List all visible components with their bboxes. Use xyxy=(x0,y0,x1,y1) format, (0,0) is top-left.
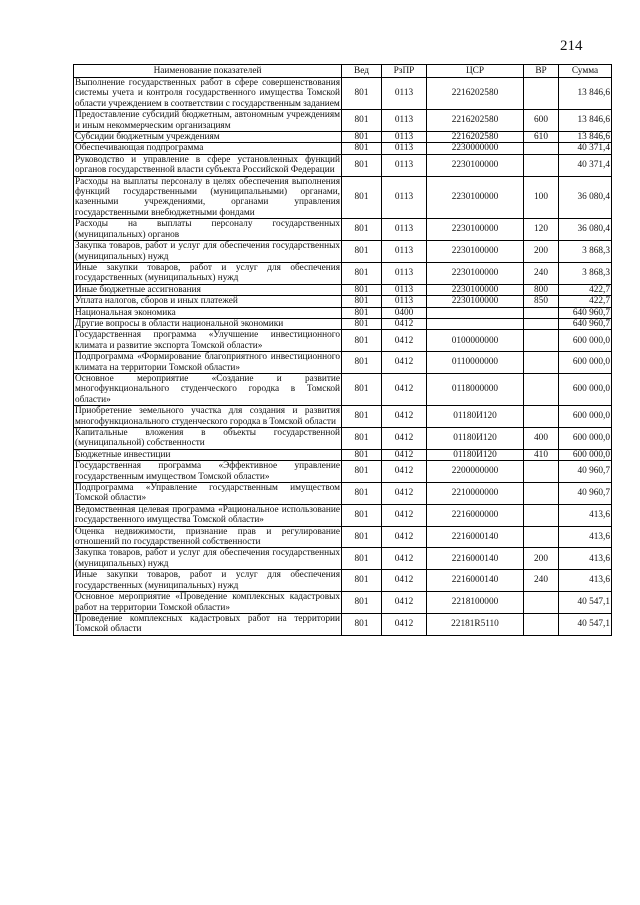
cell-sum: 36 080,4 xyxy=(559,176,612,219)
cell-sum: 13 846,6 xyxy=(559,110,612,132)
cell-csr: 2230000000 xyxy=(427,143,524,154)
cell-rzpr: 0412 xyxy=(382,592,427,614)
cell-rzpr: 0412 xyxy=(382,483,427,505)
cell-vr: 850 xyxy=(524,296,559,307)
cell-ved: 801 xyxy=(342,613,382,635)
cell-csr: 2216202580 xyxy=(427,78,524,110)
table-row xyxy=(74,613,612,635)
table-row xyxy=(74,78,612,110)
cell-rzpr: 0412 xyxy=(382,461,427,483)
cell-sum: 600 000,0 xyxy=(559,449,612,460)
cell-csr: 2216202580 xyxy=(427,132,524,143)
cell-vr xyxy=(524,592,559,614)
cell-name: Оценка недвижимости, признание прав и регулирование отношений по государственной собственности xyxy=(75,526,340,548)
cell-name: Капитальные вложения в объекты государственной (муниципальной) собственности xyxy=(75,428,340,449)
table-row xyxy=(74,406,612,428)
table-row xyxy=(74,296,612,307)
table-row xyxy=(74,548,612,570)
cell-vr: 400 xyxy=(524,428,559,450)
cell-vr xyxy=(524,307,559,318)
cell-name: Государственная программа «Эффективное управление государственным имуществом Томской области» xyxy=(75,461,340,482)
cell-rzpr: 0113 xyxy=(382,78,427,110)
cell-sum: 640 960,7 xyxy=(559,307,612,318)
cell-rzpr: 0412 xyxy=(382,449,427,460)
table-row xyxy=(74,352,612,374)
cell-sum: 600 000,0 xyxy=(559,406,612,428)
cell-name: Национальная экономика xyxy=(74,307,342,318)
cell-vr xyxy=(524,373,559,405)
cell-csr: 2230100000 xyxy=(427,241,524,263)
cell-name: Основное мероприятие «Создание и развитие многофункционального студенческого городка в Томской области» xyxy=(75,373,340,405)
table-row xyxy=(74,262,612,284)
cell-csr: 2216202580 xyxy=(427,110,524,132)
cell-sum: 640 960,7 xyxy=(559,318,612,329)
cell-rzpr: 0412 xyxy=(382,504,427,526)
cell-sum: 413,6 xyxy=(559,526,612,548)
cell-csr: 2218100000 xyxy=(427,592,524,614)
cell-ved: 801 xyxy=(342,284,382,295)
cell-vr: 600 xyxy=(524,110,559,132)
cell-rzpr: 0412 xyxy=(382,526,427,548)
cell-csr xyxy=(427,307,524,318)
cell-sum: 422,7 xyxy=(559,296,612,307)
cell-vr xyxy=(524,78,559,110)
cell-csr: 2230100000 xyxy=(427,284,524,295)
cell-name: Закупка товаров, работ и услуг для обеспечения государственных (муниципальных) нужд xyxy=(75,548,340,569)
cell-csr: 2230100000 xyxy=(427,154,524,176)
cell-csr: 2216000140 xyxy=(427,526,524,548)
cell-csr xyxy=(427,318,524,329)
cell-rzpr: 0412 xyxy=(382,330,427,352)
cell-ved: 801 xyxy=(342,428,382,450)
cell-vr xyxy=(524,483,559,505)
cell-sum: 40 960,7 xyxy=(559,483,612,505)
table-row xyxy=(74,110,612,132)
cell-sum: 36 080,4 xyxy=(559,219,612,241)
table-row xyxy=(74,132,612,143)
cell-vr xyxy=(524,406,559,428)
table-row xyxy=(74,307,612,318)
header-rzpr: РзПР xyxy=(382,65,427,78)
table-row xyxy=(74,570,612,592)
cell-sum: 600 000,0 xyxy=(559,352,612,374)
cell-csr: 01180И120 xyxy=(427,449,524,460)
cell-rzpr: 0412 xyxy=(382,570,427,592)
table-header-row xyxy=(74,65,612,78)
table-row xyxy=(74,483,612,505)
cell-rzpr: 0412 xyxy=(382,428,427,450)
table-row xyxy=(74,461,612,483)
cell-vr: 800 xyxy=(524,284,559,295)
cell-vr: 610 xyxy=(524,132,559,143)
cell-name: Приобретение земельного участка для создания и развития многофункционального студенческого городка в Томской области xyxy=(75,406,340,427)
cell-rzpr: 0113 xyxy=(382,219,427,241)
cell-vr xyxy=(524,352,559,374)
cell-vr xyxy=(524,461,559,483)
cell-rzpr: 0113 xyxy=(382,262,427,284)
table-row xyxy=(74,176,612,219)
cell-sum: 600 000,0 xyxy=(559,373,612,405)
header-name: Наименование показателей xyxy=(74,65,342,78)
cell-rzpr: 0412 xyxy=(382,406,427,428)
cell-rzpr: 0113 xyxy=(382,296,427,307)
cell-rzpr: 0113 xyxy=(382,154,427,176)
cell-sum: 600 000,0 xyxy=(559,330,612,352)
cell-sum: 422,7 xyxy=(559,284,612,295)
cell-rzpr: 0113 xyxy=(382,241,427,263)
cell-sum: 413,6 xyxy=(559,570,612,592)
cell-rzpr: 0412 xyxy=(382,548,427,570)
cell-ved: 801 xyxy=(342,219,382,241)
cell-ved: 801 xyxy=(342,570,382,592)
cell-sum: 40 547,1 xyxy=(559,592,612,614)
cell-vr xyxy=(524,318,559,329)
cell-ved: 801 xyxy=(342,352,382,374)
cell-sum: 413,6 xyxy=(559,504,612,526)
cell-vr xyxy=(524,330,559,352)
cell-csr: 0110000000 xyxy=(427,352,524,374)
cell-ved: 801 xyxy=(342,373,382,405)
cell-ved: 801 xyxy=(342,307,382,318)
table-body xyxy=(74,78,612,636)
cell-ved: 801 xyxy=(342,110,382,132)
cell-rzpr: 0412 xyxy=(382,373,427,405)
cell-sum: 3 868,3 xyxy=(559,241,612,263)
cell-vr: 200 xyxy=(524,548,559,570)
table-row xyxy=(74,592,612,614)
cell-csr: 2216000140 xyxy=(427,570,524,592)
cell-name: Иные бюджетные ассигнования xyxy=(74,284,342,295)
cell-name: Подпрограмма «Формирование благоприятного инвестиционного климата на территории Томской области» xyxy=(75,352,340,373)
cell-vr: 120 xyxy=(524,219,559,241)
cell-sum: 40 371,4 xyxy=(559,154,612,176)
cell-vr: 410 xyxy=(524,449,559,460)
table-row xyxy=(74,449,612,460)
cell-name: Обеспечивающая подпрограмма xyxy=(74,143,342,154)
cell-sum: 600 000,0 xyxy=(559,428,612,450)
cell-ved: 801 xyxy=(342,526,382,548)
cell-rzpr: 0113 xyxy=(382,176,427,219)
cell-sum: 413,6 xyxy=(559,548,612,570)
cell-vr xyxy=(524,526,559,548)
cell-csr: 2216000140 xyxy=(427,548,524,570)
cell-ved: 801 xyxy=(342,154,382,176)
cell-ved: 801 xyxy=(342,78,382,110)
header-csr: ЦСР xyxy=(427,65,524,78)
cell-ved: 801 xyxy=(342,318,382,329)
cell-rzpr: 0113 xyxy=(382,143,427,154)
cell-vr: 100 xyxy=(524,176,559,219)
cell-csr: 01180И120 xyxy=(427,406,524,428)
cell-vr xyxy=(524,613,559,635)
table-row xyxy=(74,154,612,176)
cell-csr: 22181R5110 xyxy=(427,613,524,635)
cell-csr: 0100000000 xyxy=(427,330,524,352)
table-row xyxy=(74,219,612,241)
cell-ved: 801 xyxy=(342,262,382,284)
table-row xyxy=(74,526,612,548)
cell-csr: 2210000000 xyxy=(427,483,524,505)
cell-name: Расходы на выплаты персоналу в целях обеспечения выполнения функций государственными (муниципальными) органами, казенными учреждениями, органами управления государственными внебюджетными фондами xyxy=(75,176,340,218)
cell-sum: 3 868,3 xyxy=(559,262,612,284)
cell-vr xyxy=(524,154,559,176)
cell-ved: 801 xyxy=(342,483,382,505)
cell-csr: 2230100000 xyxy=(427,176,524,219)
cell-name: Бюджетные инвестиции xyxy=(74,449,342,460)
table-row xyxy=(74,284,612,295)
cell-name: Субсидии бюджетным учреждениям xyxy=(74,132,342,143)
cell-csr: 2200000000 xyxy=(427,461,524,483)
cell-csr: 01180И120 xyxy=(427,428,524,450)
table-row xyxy=(74,318,612,329)
cell-rzpr: 0412 xyxy=(382,352,427,374)
cell-vr xyxy=(524,504,559,526)
header-vr: ВР xyxy=(524,65,559,78)
cell-ved: 801 xyxy=(342,592,382,614)
cell-ved: 801 xyxy=(342,296,382,307)
cell-name: Проведение комплексных кадастровых работ на территории Томской области xyxy=(75,613,340,635)
cell-csr: 2216000000 xyxy=(427,504,524,526)
cell-sum: 13 846,6 xyxy=(559,78,612,110)
cell-vr: 200 xyxy=(524,241,559,263)
table-row xyxy=(74,428,612,450)
cell-name: Закупка товаров, работ и услуг для обеспечения государственных (муниципальных) нужд xyxy=(75,241,340,262)
cell-name: Предоставление субсидий бюджетным, автономным учреждениям и иным некоммерческим организациям xyxy=(75,110,340,131)
cell-name: Выполнение государственных работ в сфере совершенствования системы учета и контроля государственного имущества Томской области учреждением в соответствии с государственным заданием xyxy=(75,78,340,109)
cell-ved: 801 xyxy=(342,461,382,483)
page-number: 214 xyxy=(560,38,583,54)
cell-vr: 240 xyxy=(524,570,559,592)
cell-ved: 801 xyxy=(342,406,382,428)
cell-name: Государственная программа «Улучшение инвестиционного климата и развитие экспорта Томской области» xyxy=(75,330,340,351)
cell-name: Подпрограмма «Управление государственным имуществом Томской области» xyxy=(75,483,340,504)
cell-rzpr: 0113 xyxy=(382,132,427,143)
cell-sum: 13 846,6 xyxy=(559,132,612,143)
budget-table xyxy=(73,64,612,636)
cell-rzpr: 0412 xyxy=(382,318,427,329)
cell-csr: 0118000000 xyxy=(427,373,524,405)
cell-vr: 240 xyxy=(524,262,559,284)
cell-ved: 801 xyxy=(342,176,382,219)
cell-csr: 2230100000 xyxy=(427,296,524,307)
cell-sum: 40 960,7 xyxy=(559,461,612,483)
table-row xyxy=(74,504,612,526)
cell-sum: 40 547,1 xyxy=(559,613,612,635)
cell-csr: 2230100000 xyxy=(427,219,524,241)
cell-ved: 801 xyxy=(342,449,382,460)
cell-rzpr: 0400 xyxy=(382,307,427,318)
cell-name: Расходы на выплаты персоналу государственных (муниципальных) органов xyxy=(75,219,340,240)
cell-name: Уплата налогов, сборов и иных платежей xyxy=(74,296,342,307)
cell-name: Руководство и управление в сфере установленных функций органов государственной власти субъекта Российской Федерации xyxy=(75,154,340,176)
cell-ved: 801 xyxy=(342,548,382,570)
table-row xyxy=(74,241,612,263)
cell-rzpr: 0113 xyxy=(382,284,427,295)
cell-ved: 801 xyxy=(342,143,382,154)
cell-vr xyxy=(524,143,559,154)
cell-name: Иные закупки товаров, работ и услуг для обеспечения государственных (муниципальных) нужд xyxy=(75,262,340,284)
header-sum: Сумма xyxy=(559,65,612,78)
cell-rzpr: 0412 xyxy=(382,613,427,635)
table-row xyxy=(74,143,612,154)
cell-ved: 801 xyxy=(342,330,382,352)
cell-ved: 801 xyxy=(342,504,382,526)
cell-rzpr: 0113 xyxy=(382,110,427,132)
cell-name: Ведомственная целевая программа «Рациональное использование государственного имущества Томской области» xyxy=(75,504,340,526)
cell-ved: 801 xyxy=(342,241,382,263)
cell-ved: 801 xyxy=(342,132,382,143)
cell-sum: 40 371,4 xyxy=(559,143,612,154)
cell-name: Основное мероприятие «Проведение комплексных кадастровых работ на территории Томской области» xyxy=(75,592,340,613)
table-row xyxy=(74,330,612,352)
cell-name: Другие вопросы в области национальной экономики xyxy=(74,318,342,329)
table-row xyxy=(74,373,612,405)
cell-name: Иные закупки товаров, работ и услуг для обеспечения государственных (муниципальных) нужд xyxy=(75,570,340,591)
cell-csr: 2230100000 xyxy=(427,262,524,284)
header-ved: Вед xyxy=(342,65,382,78)
